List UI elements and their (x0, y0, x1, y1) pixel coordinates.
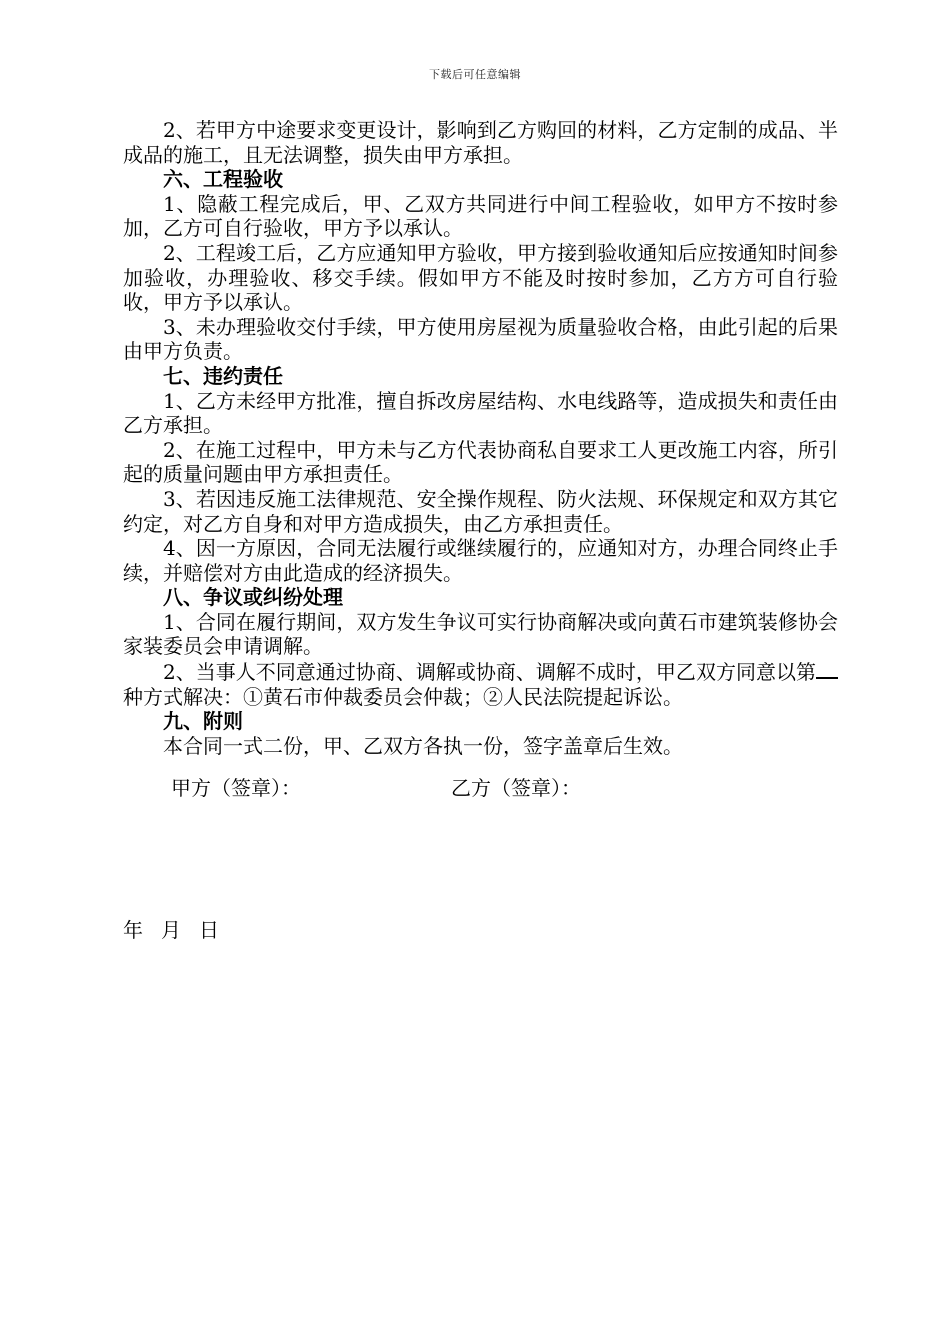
paragraph-6-3: 3、未办理验收交付手续，甲方使用房屋视为质量验收合格，由此引起的后果由甲方负责。 (123, 314, 838, 364)
date-year-label: 年 (123, 918, 143, 942)
paragraph-7-1: 1、乙方未经甲方批准，擅自拆改房屋结构、水电线路等，造成损失和责任由乙方承担。 (123, 388, 838, 438)
date-line (123, 914, 237, 943)
paragraph-6-2: 2、工程竣工后，乙方应通知甲方验收，甲方接到验收通知后应按通知时间参加验收，办理验收、移交手续。假如甲方不能及时按时参加，乙方方可自行验收，甲方予以承认。 (123, 240, 838, 315)
paragraph-8-2-after: 种方式解决：①黄石市仲裁委员会仲裁；②人民法院提起诉讼。 (123, 684, 683, 709)
date-month-label: 月 (161, 918, 181, 942)
contract-body (123, 118, 838, 801)
party-a-signature-label: 甲方（签章）： (171, 776, 301, 801)
paragraph-5-2: 2、若甲方中途要求变更设计，影响到乙方购回的材料，乙方定制的成品、半成品的施工，且无法调整，损失由甲方承担。 (123, 118, 838, 167)
party-b-signature-label: 乙方（签章）： (451, 776, 581, 801)
paragraph-7-3: 3、若因违反施工法律规范、安全操作规程、防火法规、环保规定和双方其它约定，对乙方自身和对甲方造成损失，由乙方承担责任。 (123, 486, 838, 536)
signature-row (123, 776, 838, 801)
paragraph-8-2 (123, 659, 838, 709)
paragraph-8-1: 1、合同在履行期间，双方发生争议可实行协商解决或向黄石市建筑装修协会家装委员会申请调解。 (123, 609, 838, 659)
paragraph-6-1: 1、隐蔽工程完成后，甲、乙双方共同进行中间工程验收，如甲方不按时参加，乙方可自行验收，甲方予以承认。 (123, 191, 838, 241)
paragraph-7-4: 4、因一方原因，合同无法履行或继续履行的，应通知对方，办理合同终止手续，并赔偿对方由此造成的经济损失。 (123, 536, 838, 585)
section-heading-liability: 七、违约责任 (163, 363, 283, 388)
paragraph-7-2: 2、在施工过程中，甲方未与乙方代表协商私自要求工人更改施工内容，所引起的质量问题由甲方承担责任。 (123, 437, 838, 487)
blank-underline (816, 659, 838, 679)
section-heading-appendix: 九、附则 (163, 709, 243, 734)
section-heading-disputes: 八、争议或纠纷处理 (163, 585, 343, 610)
header-note: 下载后可任意编辑 (429, 68, 521, 81)
paragraph-9-1: 本合同一式二份，甲、乙双方各执一份，签字盖章后生效。 (163, 733, 683, 758)
section-heading-acceptance: 六、工程验收 (163, 167, 283, 192)
date-day-label: 日 (199, 918, 219, 942)
paragraph-8-2-before: 2、当事人不同意通过协商、调解或协商、调解不成时，甲乙双方同意以第 (163, 660, 816, 685)
